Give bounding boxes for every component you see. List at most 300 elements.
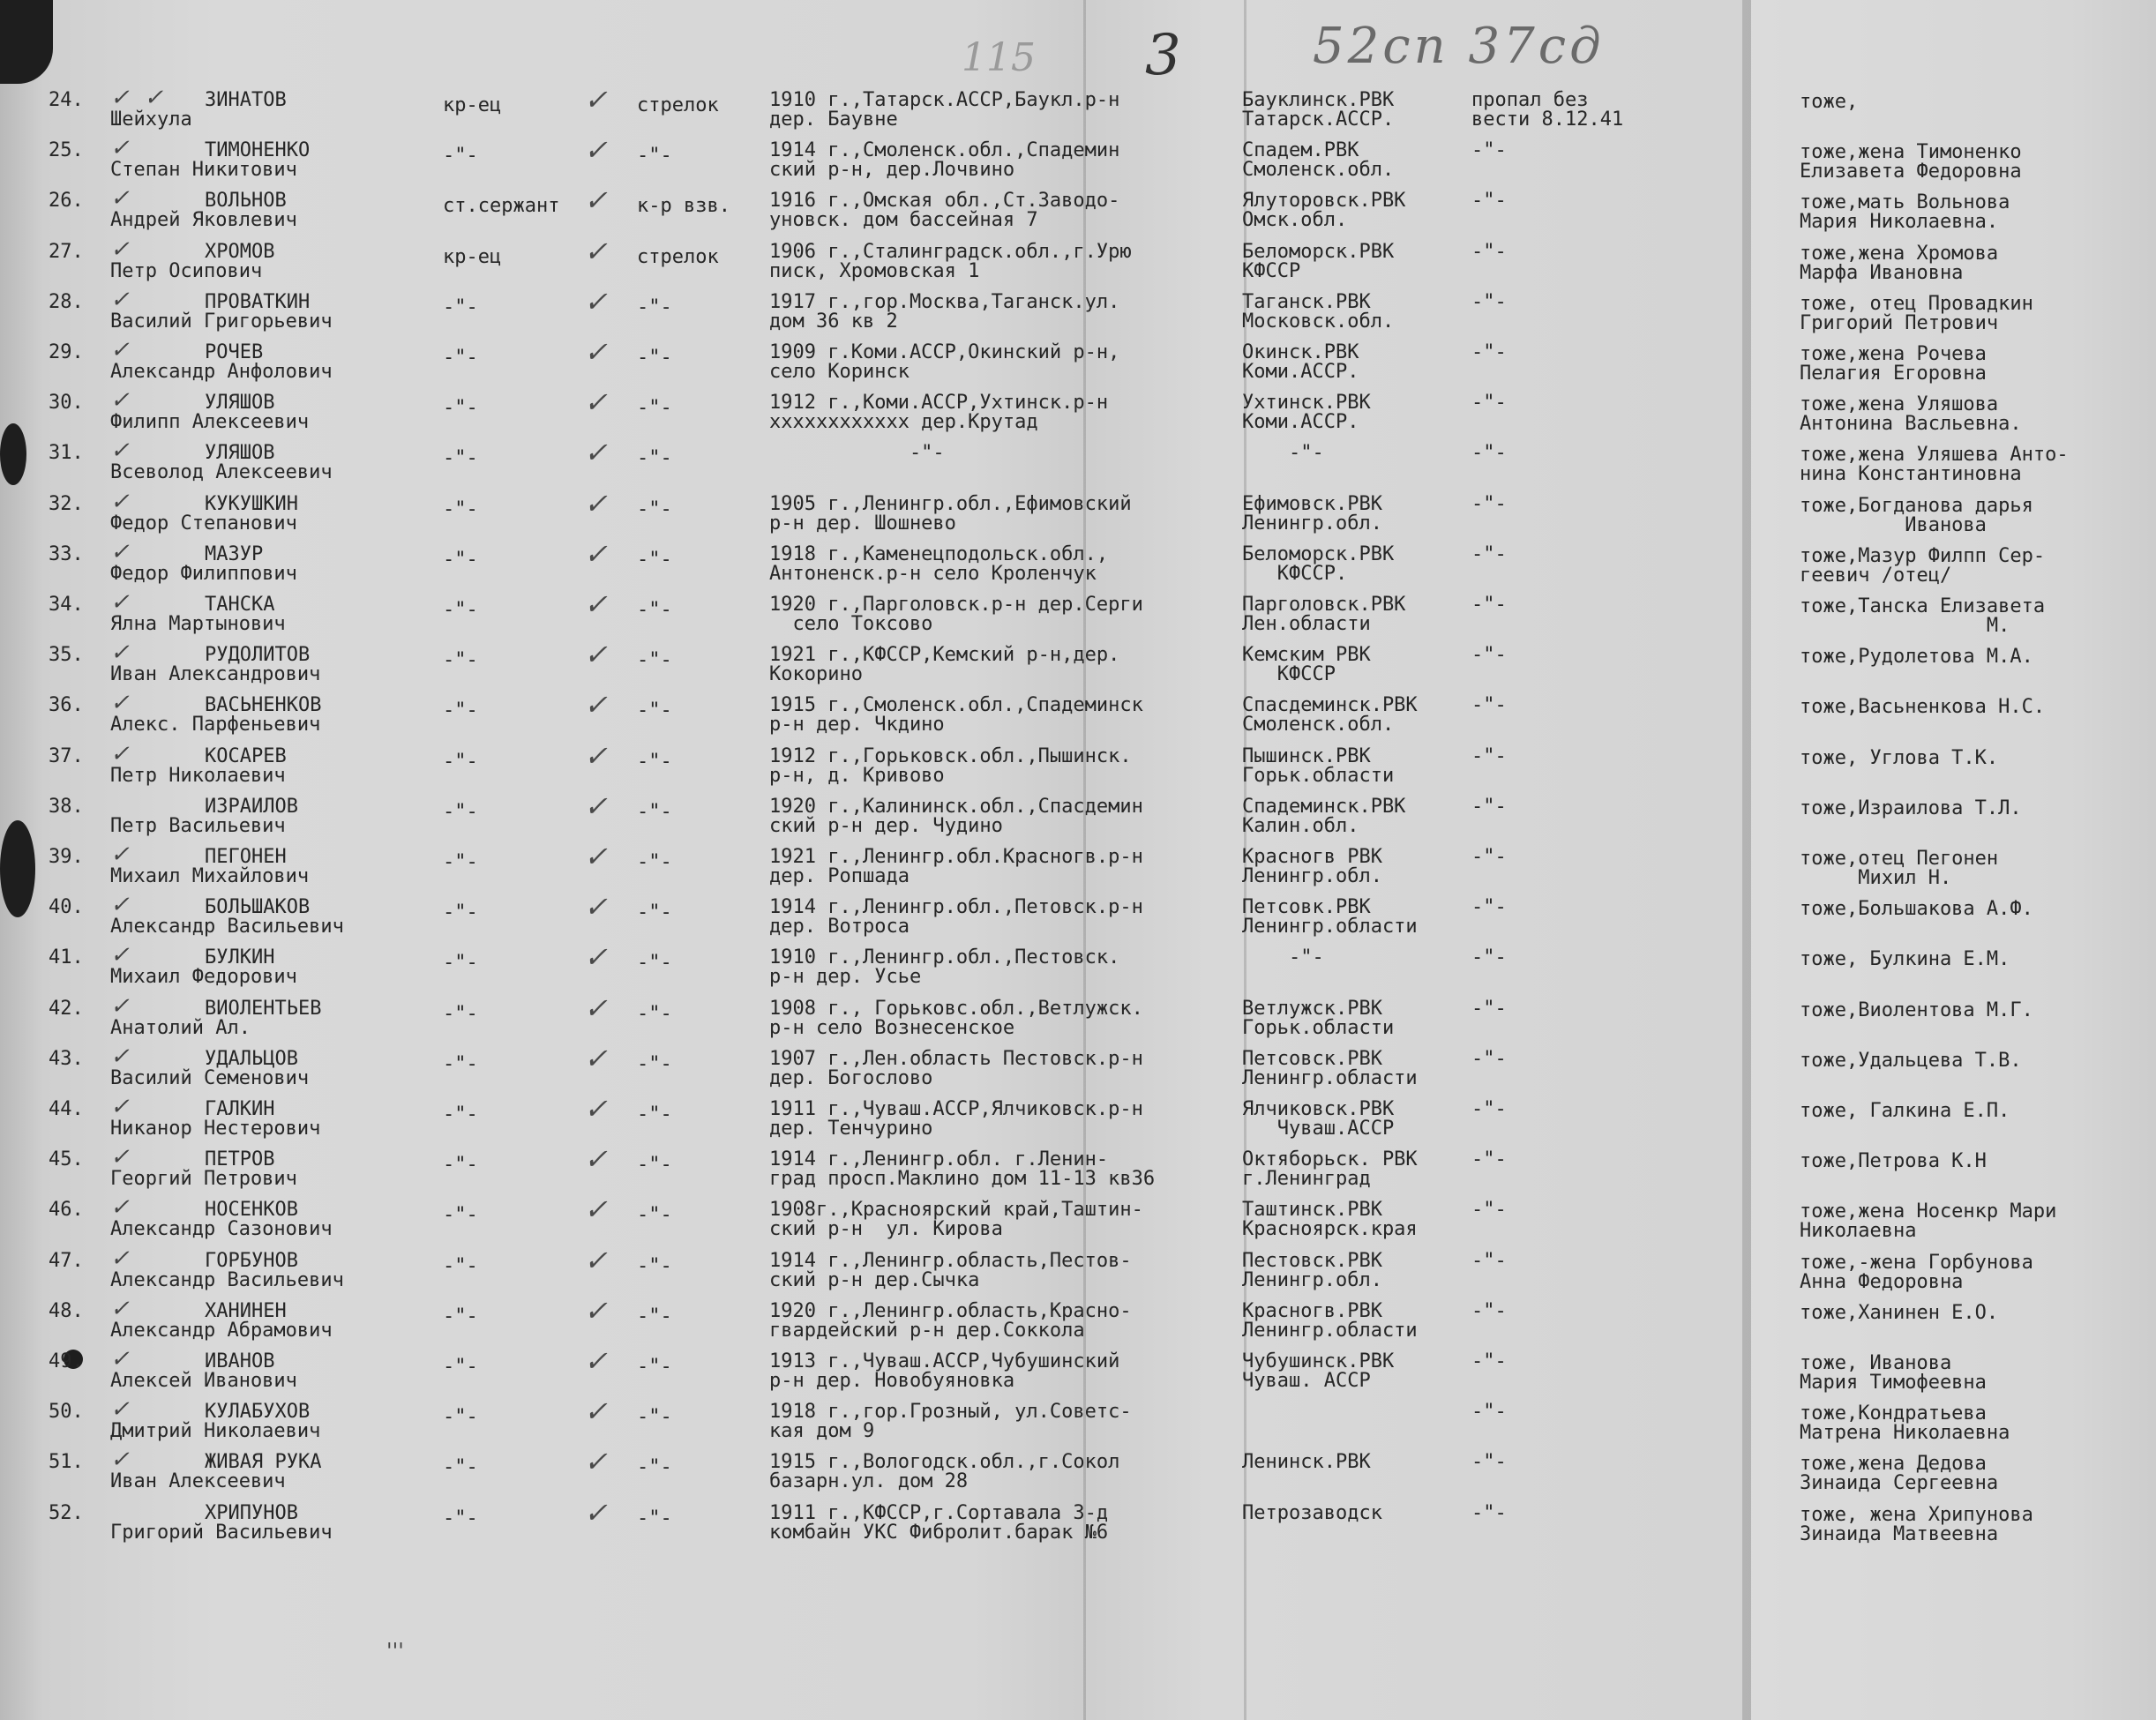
handwritten-mark: ✓ bbox=[110, 740, 130, 767]
birth-info-line2: ский р-н ул. Кирова bbox=[769, 1218, 1003, 1241]
roster-row bbox=[0, 1395, 2156, 1451]
surname: КУЛАБУХОВ bbox=[205, 1401, 311, 1424]
entry-number: 44. bbox=[49, 1098, 84, 1120]
position: к-р взв. bbox=[637, 195, 730, 218]
roster-row bbox=[0, 1293, 2156, 1350]
rank: -"- bbox=[443, 548, 478, 571]
entry-number: 36. bbox=[49, 694, 84, 717]
fate-line1: -"- bbox=[1471, 492, 1507, 515]
entry-number: 28. bbox=[49, 290, 84, 313]
fate-line1: -"- bbox=[1471, 1047, 1507, 1070]
surname: ПЕТРОВ bbox=[205, 1148, 275, 1171]
check-mark: ✓ bbox=[584, 840, 608, 873]
birth-info-line1: 1915 г.,Смоленск.обл.,Спадеминск bbox=[769, 694, 1143, 717]
handwritten-mark: ✓ bbox=[110, 387, 130, 415]
next-of-kin-line1: тоже,Богданова дарья bbox=[1800, 494, 2033, 517]
birth-info-line1: 1908г.,Красноярский край,Таштин- bbox=[769, 1199, 1143, 1222]
surname: УЛЯШОВ bbox=[205, 392, 275, 415]
roster-row bbox=[0, 1495, 2156, 1552]
next-of-kin-line1: тоже,Танска Елизавета bbox=[1800, 595, 2046, 617]
check-mark: ✓ bbox=[584, 234, 608, 268]
enlistment-office-line2: Омск.обл. bbox=[1242, 209, 1348, 232]
roster-row bbox=[0, 940, 2156, 997]
given-name: Федор Степанович bbox=[110, 512, 297, 535]
handwritten-mark: ✓ bbox=[110, 1094, 130, 1120]
enlistment-office-line1: Кемским РВК bbox=[1242, 644, 1371, 667]
fate-line1: -"- bbox=[1471, 997, 1507, 1020]
surname: ТИМОНЕНКО bbox=[205, 139, 311, 162]
fate-line1: -"- bbox=[1471, 1451, 1507, 1474]
surname: ЖИВАЯ РУКА bbox=[205, 1451, 322, 1474]
birth-info-line2: уновск. дом бассейная 7 bbox=[769, 209, 1038, 232]
check-mark: ✓ bbox=[584, 1092, 608, 1125]
given-name: Анатолий Ал. bbox=[110, 1016, 251, 1039]
rank: -"- bbox=[443, 1356, 478, 1378]
position: -"- bbox=[637, 750, 672, 773]
check-mark: ✓ bbox=[584, 1445, 608, 1479]
entry-number: 29. bbox=[49, 341, 84, 363]
position: -"- bbox=[637, 800, 672, 823]
given-name: Алексей Иванович bbox=[110, 1370, 297, 1392]
birth-info-line2: дер. Тенчурино bbox=[769, 1118, 933, 1140]
birth-info-line2: базарн.ул. дом 28 bbox=[769, 1470, 969, 1493]
position: стрелок bbox=[637, 245, 719, 268]
roster-row bbox=[0, 183, 2156, 240]
position: -"- bbox=[637, 347, 672, 369]
birth-info-line2: дер. Вотроса bbox=[769, 916, 910, 939]
birth-info-line1: 1914 г.,Ленингр.область,Пестов- bbox=[769, 1249, 1132, 1272]
check-mark: ✓ bbox=[584, 991, 608, 1025]
next-of-kin-line1: тоже,жена Уляшова bbox=[1800, 393, 1999, 416]
enlistment-office-line1: Таштинск.РВК bbox=[1242, 1199, 1382, 1222]
entry-number: 41. bbox=[49, 946, 84, 969]
enlistment-office-line1: Окинск.РВК bbox=[1242, 341, 1359, 363]
enlistment-office-line2: г.Ленинград bbox=[1242, 1168, 1371, 1191]
roster-row bbox=[0, 587, 2156, 644]
given-name: Андрей Яковлевич bbox=[110, 209, 297, 232]
next-of-kin-line1: тоже,отец Пегонен bbox=[1800, 848, 1999, 870]
surname: ВОЛЬНОВ bbox=[205, 190, 287, 213]
roster-row bbox=[0, 1142, 2156, 1199]
enlistment-office-line2: Ленингр.обл. bbox=[1242, 1268, 1382, 1291]
birth-info-line2: р-н село Вознесенское bbox=[769, 1016, 1015, 1039]
entry-number: 42. bbox=[49, 997, 84, 1020]
enlistment-office-line1: Спадем.РВК bbox=[1242, 139, 1359, 162]
next-of-kin-line2: геевич /отец/ bbox=[1800, 564, 1952, 587]
fate-line2: вести 8.12.41 bbox=[1471, 108, 1624, 131]
enlistment-office-line2: КФССР bbox=[1242, 663, 1336, 686]
position: -"- bbox=[637, 145, 672, 168]
roster-row bbox=[0, 789, 2156, 846]
next-of-kin-line2: нина Константиновна bbox=[1800, 463, 2022, 486]
surname: НОСЕНКОВ bbox=[205, 1199, 298, 1222]
enlistment-office-line2: Коми.АССР. bbox=[1242, 411, 1359, 434]
entry-number: 24. bbox=[49, 89, 84, 111]
birth-info-line1: 1914 г.,Ленингр.обл.,Петовск.р-н bbox=[769, 896, 1143, 919]
birth-info-line1: 1921 г.,Ленингр.обл.Красногв.р-н bbox=[769, 846, 1143, 868]
given-name: Степан Никитович bbox=[110, 159, 297, 182]
entry-number: 37. bbox=[49, 744, 84, 767]
next-of-kin-line1: тоже,жена Тимоненко bbox=[1800, 141, 2022, 164]
handwritten-mark: ✓ bbox=[110, 135, 130, 162]
check-mark: ✓ bbox=[584, 1243, 608, 1277]
handwritten-mark: ✓ bbox=[110, 892, 130, 919]
rank: -"- bbox=[443, 699, 478, 722]
enlistment-office-line1: -"- bbox=[1242, 442, 1324, 465]
enlistment-office-line1: Таганск.РВК bbox=[1242, 290, 1371, 313]
entry-number: 38. bbox=[49, 795, 84, 818]
rank: -"- bbox=[443, 1507, 478, 1529]
surname: ГОРБУНОВ bbox=[205, 1249, 298, 1272]
birth-info-line2: дом 36 кв 2 bbox=[769, 310, 898, 333]
enlistment-office-line2: Ленингр.области bbox=[1242, 1319, 1418, 1342]
check-mark: ✓ bbox=[584, 1193, 608, 1227]
fate-line1: -"- bbox=[1471, 290, 1507, 313]
handwritten-mark: ✓ bbox=[110, 1346, 130, 1372]
birth-info-line1: 1916 г.,Омская обл.,Ст.Заводо- bbox=[769, 190, 1120, 213]
fate-line1: -"- bbox=[1471, 1299, 1507, 1322]
birth-info-line2: р-н дер. Шошнево bbox=[769, 512, 956, 535]
handwritten-mark: ✓ bbox=[110, 488, 130, 515]
next-of-kin-line1: тоже,жена Уляшева Анто- bbox=[1800, 444, 2069, 467]
given-name: Александр Анфолович bbox=[110, 361, 333, 383]
entry-number: 46. bbox=[49, 1199, 84, 1222]
birth-info-line1: 1920 г.,Ленингр.область,Красно- bbox=[769, 1299, 1132, 1322]
check-mark: ✓ bbox=[584, 688, 608, 722]
fate-line1: -"- bbox=[1471, 240, 1507, 263]
roster-row bbox=[0, 1445, 2156, 1501]
next-of-kin-line1: тоже,жена Рочева bbox=[1800, 343, 1987, 365]
rank: -"- bbox=[443, 347, 478, 369]
next-of-kin-line2: Матрена Николаевна bbox=[1800, 1422, 2010, 1445]
handwritten-mark: ✓ bbox=[110, 185, 130, 213]
roster-row bbox=[0, 486, 2156, 543]
surname: ХРИПУНОВ bbox=[205, 1501, 298, 1524]
given-name: Петр Осипович bbox=[110, 259, 263, 282]
next-of-kin-line1: тоже,Рудолетова М.А. bbox=[1800, 646, 2033, 669]
given-name: Никанор Нестерович bbox=[110, 1118, 321, 1140]
check-mark: ✓ bbox=[584, 436, 608, 470]
enlistment-office-line1: Петсовк.РВК bbox=[1242, 896, 1371, 919]
check-mark: ✓ bbox=[584, 1495, 608, 1529]
handwritten-mark: ✓ bbox=[110, 690, 130, 717]
next-of-kin-line2: Зинаида Матвеевна bbox=[1800, 1522, 1999, 1545]
next-of-kin-line2: Марфа Ивановна bbox=[1800, 261, 1964, 284]
rank: -"- bbox=[443, 851, 478, 873]
next-of-kin-line2: Мария Николаевна. bbox=[1800, 211, 1999, 234]
next-of-kin-line1: тоже,жена Хромова bbox=[1800, 242, 1999, 265]
position: -"- bbox=[637, 699, 672, 722]
check-mark: ✓ bbox=[584, 890, 608, 924]
rank: кр-ец bbox=[443, 245, 502, 268]
roster-row bbox=[0, 536, 2156, 594]
entry-number: 32. bbox=[49, 492, 84, 515]
surname: ХРОМОВ bbox=[205, 240, 275, 263]
enlistment-office-line1: Красногв РВК bbox=[1242, 846, 1382, 868]
check-mark: ✓ bbox=[584, 738, 608, 773]
birth-info-line1: 1905 г.,Ленингр.обл.,Ефимовский bbox=[769, 492, 1132, 515]
fate-line1: -"- bbox=[1471, 392, 1507, 415]
unit-annotation: 52сп 37сд bbox=[1313, 18, 1605, 75]
birth-info-line2: ский р-н дер.Сычка bbox=[769, 1268, 980, 1291]
surname: ИЗРАИЛОВ bbox=[205, 795, 298, 818]
rank: -"- bbox=[443, 952, 478, 975]
handwritten-mark: ✓ bbox=[110, 337, 130, 363]
surname: ВАСЬНЕНКОВ bbox=[205, 694, 322, 717]
fate-line1: -"- bbox=[1471, 694, 1507, 717]
rank: -"- bbox=[443, 1254, 478, 1277]
enlistment-office-line1: Красногв.РВК bbox=[1242, 1299, 1382, 1322]
position: -"- bbox=[637, 1154, 672, 1177]
birth-info-line2: ский р-н, дер.Лочвино bbox=[769, 159, 1015, 182]
check-mark: ✓ bbox=[584, 335, 608, 369]
surname: УДАЛЬЦОВ bbox=[205, 1047, 298, 1070]
surname: РОЧЕВ bbox=[205, 341, 264, 363]
next-of-kin-line1: тоже,Кондратьева bbox=[1800, 1402, 1987, 1425]
roster-row bbox=[0, 234, 2156, 291]
handwritten-mark: ✓ bbox=[110, 1245, 130, 1272]
enlistment-office-line1: Ветлужск.РВК bbox=[1242, 997, 1382, 1020]
faint-page-number: 115 bbox=[962, 35, 1036, 80]
handwritten-mark: ✓ bbox=[110, 992, 130, 1020]
roster-row bbox=[0, 738, 2156, 796]
rank: -"- bbox=[443, 1002, 478, 1025]
entry-number: 30. bbox=[49, 392, 84, 415]
given-name: Александр Васильевич bbox=[110, 916, 344, 939]
entry-number: 31. bbox=[49, 442, 84, 465]
surname: БОЛЬШАКОВ bbox=[205, 896, 311, 919]
position: -"- bbox=[637, 548, 672, 571]
entry-number: 50. bbox=[49, 1401, 84, 1424]
position: -"- bbox=[637, 1305, 672, 1327]
enlistment-office-line1: -"- bbox=[1242, 946, 1324, 969]
entry-number: 34. bbox=[49, 594, 84, 616]
birth-info-line1: 1918 г.,Каменецподольск.обл., bbox=[769, 542, 1109, 565]
birth-info-line1: 1915 г.,Вологодск.обл.,г.Сокол bbox=[769, 1451, 1120, 1474]
position: -"- bbox=[637, 1456, 672, 1479]
rank: ст.сержант bbox=[443, 195, 560, 218]
next-of-kin-line1: тоже, Галкина Е.П. bbox=[1800, 1100, 2010, 1122]
given-name: Александр Абрамович bbox=[110, 1319, 333, 1342]
enlistment-office-line1: Ленинск.РВК bbox=[1242, 1451, 1371, 1474]
fate-line1: -"- bbox=[1471, 542, 1507, 565]
handwritten-mark: ✓ bbox=[110, 639, 130, 667]
roster-row bbox=[0, 688, 2156, 744]
next-of-kin-line1: тоже,Петрова К.Н bbox=[1800, 1150, 1987, 1173]
position: -"- bbox=[637, 1254, 672, 1277]
fate-line1: -"- bbox=[1471, 1249, 1507, 1272]
check-mark: ✓ bbox=[584, 1142, 608, 1177]
enlistment-office-line2: Коми.АССР. bbox=[1242, 361, 1359, 383]
surname: ХАНИНЕН bbox=[205, 1299, 287, 1322]
enlistment-office-line2: Калин.обл. bbox=[1242, 814, 1359, 837]
check-mark: ✓ bbox=[584, 587, 608, 621]
birth-info-line1: 1911 г.,КФССР,г.Сортавала 3-д bbox=[769, 1501, 1109, 1524]
position: -"- bbox=[637, 851, 672, 873]
entry-number: 35. bbox=[49, 644, 84, 667]
handwritten-mark: ✓ bbox=[110, 1396, 130, 1424]
check-mark: ✓ bbox=[584, 1344, 608, 1378]
surname: ИВАНОВ bbox=[205, 1350, 275, 1372]
handwritten-mark: ✓ bbox=[110, 589, 130, 616]
birth-info-line2: комбайн УКС Фибролит.барак №6 bbox=[769, 1521, 1109, 1544]
enlistment-office-line2: КФССР. bbox=[1242, 562, 1348, 585]
surname: ГАЛКИН bbox=[205, 1098, 275, 1120]
next-of-kin-line1: тоже,Мазур Филпп Сер- bbox=[1800, 544, 2046, 567]
enlistment-office-line1: Петсовск.РВК bbox=[1242, 1047, 1382, 1070]
check-mark: ✓ bbox=[584, 1041, 608, 1075]
next-of-kin-line2: Николаевна bbox=[1800, 1220, 1917, 1243]
next-of-kin-line2: Михил Н. bbox=[1800, 867, 1952, 889]
enlistment-office-line2: Красноярск.края bbox=[1242, 1218, 1418, 1241]
enlistment-office-line2: Ленингр.области bbox=[1242, 916, 1418, 939]
surname: БУЛКИН bbox=[205, 946, 275, 969]
surname: КОСАРЕВ bbox=[205, 744, 287, 767]
enlistment-office-line1: Парголовск.РВК bbox=[1242, 594, 1406, 616]
handwritten-mark: ✓ bbox=[110, 1295, 130, 1322]
fate-line1: -"- bbox=[1471, 946, 1507, 969]
given-name: Иван Алексеевич bbox=[110, 1470, 286, 1493]
enlistment-office-line1: Чубушинск.РВК bbox=[1242, 1350, 1395, 1372]
roster-row bbox=[0, 335, 2156, 392]
birth-info-line1: 1910 г.,Ленингр.обл.,Пестовск. bbox=[769, 946, 1120, 969]
fate-line1: -"- bbox=[1471, 644, 1507, 667]
birth-info-line2: дер. Баувне bbox=[769, 108, 898, 131]
next-of-kin-line1: тоже, Булкина Е.М. bbox=[1800, 948, 2010, 971]
enlistment-office-line2: Ленингр.области bbox=[1242, 1066, 1418, 1089]
surname: ПРОВАТКИН bbox=[205, 290, 311, 313]
rank: -"- bbox=[443, 1154, 478, 1177]
birth-info-line1: 1920 г.,Калининск.обл.,Спасдемин bbox=[769, 795, 1143, 818]
given-name: Федор Филиппович bbox=[110, 562, 297, 585]
enlistment-office-line1: Пестовск.РВК bbox=[1242, 1249, 1382, 1272]
check-mark: ✓ bbox=[584, 1293, 608, 1327]
birth-info-line2: дер. Богослово bbox=[769, 1066, 933, 1089]
position: -"- bbox=[637, 1052, 672, 1075]
birth-info-line2: Антоненск.р-н село Кроленчук bbox=[769, 562, 1097, 585]
given-name: Дмитрий Николаевич bbox=[110, 1420, 321, 1443]
birth-info-line1: 1920 г.,Парголовск.р-н дер.Серги bbox=[769, 594, 1143, 616]
surname: ЗИНАТОВ bbox=[205, 89, 287, 111]
entry-number: 47. bbox=[49, 1249, 84, 1272]
next-of-kin-line2: Григорий Петрович bbox=[1800, 311, 1999, 334]
birth-info-line1: 1912 г.,Коми.АССР,Ухтинск.р-н bbox=[769, 392, 1109, 415]
position: -"- bbox=[637, 497, 672, 520]
next-of-kin-line1: тоже,-жена Горбунова bbox=[1800, 1251, 2033, 1274]
entry-number: 40. bbox=[49, 896, 84, 919]
birth-info-line1: 1917 г.,гор.Москва,Таганск.ул. bbox=[769, 290, 1120, 313]
enlistment-office-line2: Горьк.области bbox=[1242, 764, 1395, 787]
enlistment-office-line1: Спадеминск.РВК bbox=[1242, 795, 1406, 818]
fate-line1: -"- bbox=[1471, 1098, 1507, 1120]
enlistment-office-line2: КФССР bbox=[1242, 259, 1301, 282]
next-of-kin-line2: Антонина Васльевна. bbox=[1800, 413, 2022, 436]
entry-number: 25. bbox=[49, 139, 84, 162]
roster-row bbox=[0, 840, 2156, 896]
handwritten-mark: ✓ bbox=[110, 841, 130, 868]
enlistment-office-line1: Октяборьск. РВК bbox=[1242, 1148, 1418, 1171]
roster-row bbox=[0, 638, 2156, 694]
next-of-kin-line1: тоже, Углова Т.К. bbox=[1800, 746, 1999, 769]
enlistment-office-line2: Лен.области bbox=[1242, 613, 1371, 635]
page-number: 3 bbox=[1145, 23, 1181, 88]
entry-number: 43. bbox=[49, 1047, 84, 1070]
birth-info-line1: 1914 г.,Ленингр.обл. г.Ленин- bbox=[769, 1148, 1109, 1171]
roster-row bbox=[0, 133, 2156, 190]
enlistment-office-line1: Ухтинск.РВК bbox=[1242, 392, 1371, 415]
birth-info-line2: град просп.Маклино дом 11-13 кв36 bbox=[769, 1168, 1156, 1191]
birth-info-line2: Кокорино bbox=[769, 663, 863, 686]
next-of-kin-line2: Иванова bbox=[1800, 513, 1987, 536]
position: -"- bbox=[637, 1356, 672, 1378]
next-of-kin-line2: Анна Федоровна bbox=[1800, 1270, 1964, 1293]
handwritten-mark: ✓ bbox=[110, 1043, 130, 1070]
birth-info-line2: р-н дер. Усье bbox=[769, 966, 922, 989]
entry-number: 27. bbox=[49, 240, 84, 263]
position: -"- bbox=[637, 1002, 672, 1025]
position: -"- bbox=[637, 649, 672, 672]
rank: -"- bbox=[443, 1052, 478, 1075]
enlistment-office-line2: Горьк.области bbox=[1242, 1016, 1395, 1039]
surname: ТАНСКА bbox=[205, 594, 275, 616]
rank: -"- bbox=[443, 447, 478, 470]
birth-info-line1: 1921 г.,КФССР,Кемский р-н,дер. bbox=[769, 644, 1120, 667]
given-name: Михаил Михайлович bbox=[110, 865, 310, 887]
enlistment-office-line2: Ленингр.обл. bbox=[1242, 865, 1382, 887]
given-name: Михаил Федорович bbox=[110, 966, 297, 989]
roster-row bbox=[0, 1041, 2156, 1098]
roster-row bbox=[0, 1243, 2156, 1300]
rank: -"- bbox=[443, 599, 478, 621]
given-name: Григорий Васильевич bbox=[110, 1521, 333, 1544]
rank: -"- bbox=[443, 901, 478, 924]
next-of-kin-line2: Елизавета Федоровна bbox=[1800, 161, 2022, 183]
entry-number: 49. bbox=[49, 1350, 84, 1372]
enlistment-office-line1: Петрозаводск bbox=[1242, 1501, 1382, 1524]
given-name: Василий Семенович bbox=[110, 1066, 310, 1089]
entry-number: 45. bbox=[49, 1148, 84, 1171]
position: -"- bbox=[637, 295, 672, 318]
rank: -"- bbox=[443, 295, 478, 318]
entry-number: 48. bbox=[49, 1299, 84, 1322]
position: -"- bbox=[637, 447, 672, 470]
rank: -"- bbox=[443, 497, 478, 520]
handwritten-mark: ✓ bbox=[110, 538, 130, 565]
next-of-kin-line1: тоже,Ханинен Е.О. bbox=[1800, 1301, 1999, 1324]
next-of-kin-line1: тоже, отец Провадкин bbox=[1800, 292, 2033, 315]
check-mark: ✓ bbox=[584, 536, 608, 571]
fate-line1: -"- bbox=[1471, 1199, 1507, 1222]
birth-info-line1: 1908 г., Горьковс.обл.,Ветлужск. bbox=[769, 997, 1143, 1020]
roster-row bbox=[0, 991, 2156, 1048]
handwritten-mark: ✓ bbox=[110, 1144, 130, 1171]
fate-line1: -"- bbox=[1471, 846, 1507, 868]
roster-row bbox=[0, 1344, 2156, 1401]
fate-line1: -"- bbox=[1471, 795, 1507, 818]
roster-row bbox=[0, 890, 2156, 946]
position: -"- bbox=[637, 901, 672, 924]
fate-line1: -"- bbox=[1471, 594, 1507, 616]
handwritten-mark: ✓ bbox=[110, 236, 130, 263]
check-mark: ✓ bbox=[584, 940, 608, 975]
next-of-kin-line1: тоже, bbox=[1800, 91, 1859, 113]
roster-row bbox=[0, 385, 2156, 442]
position: -"- bbox=[637, 397, 672, 420]
rank: -"- bbox=[443, 1456, 478, 1479]
next-of-kin-line1: тоже, Иванова bbox=[1800, 1352, 1952, 1374]
check-mark: ✓ bbox=[584, 789, 608, 823]
birth-info-line1: 1906 г.,Сталинградск.обл.,г.Урю bbox=[769, 240, 1132, 263]
